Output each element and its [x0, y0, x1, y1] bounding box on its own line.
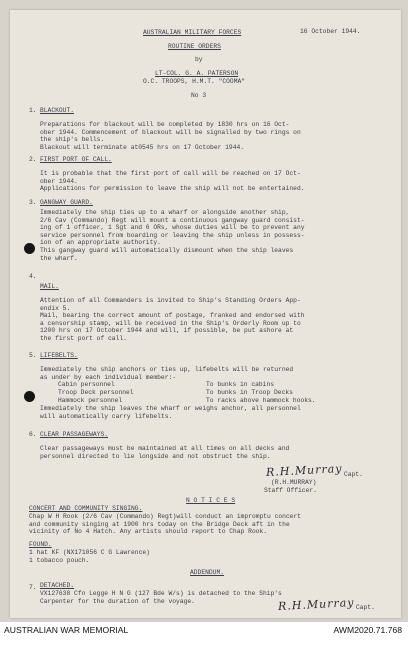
concert-body — [29, 513, 301, 536]
section-number: 3. — [29, 199, 37, 206]
document-date: 16 October 1944. — [300, 28, 361, 35]
body-line: Preparations for blackout will be completed by 1830 hrs on 16 Oct- — [40, 121, 290, 128]
body-line: ing of 1 officer, 1 Sgt and 6 ORs, whose duties will be to prevent any — [40, 224, 305, 232]
body-line: a censorship stamp, will be received in the Ship's Orderly Room up to — [40, 319, 301, 327]
body-line: Immediately the ship anchors or ties up, lifebelts will be returned — [40, 366, 294, 373]
addendum-heading: ADDENDUM. — [190, 569, 225, 576]
signatory-title: Staff Officer. — [264, 487, 317, 494]
body-line: service personnel from boarding or leaving the ship unless in possess- — [40, 231, 305, 239]
signature: R.H.Murray — [265, 462, 343, 479]
document-page — [10, 10, 401, 618]
section-heading: GANGWAY GUARD. — [40, 199, 93, 206]
table-cell: Hammock personnel — [58, 397, 123, 404]
body-line: will automatically carry lifebelts. — [40, 412, 173, 420]
section-body — [40, 405, 301, 420]
section-body — [40, 170, 305, 193]
institution-label: AUSTRALIAN WAR MEMORIAL — [4, 625, 129, 635]
detached-heading: DETACHED. — [40, 582, 75, 589]
archive-footer — [0, 622, 408, 653]
body-line: and community singing at 1900 hrs today on the Bridge Deck aft in the — [29, 520, 290, 528]
section-body — [40, 209, 305, 262]
body-line: Immediately the ship ties up to a wharf or alongside another ship, — [40, 209, 290, 216]
body-line: Carpenter for the duration of the voyage. — [40, 597, 195, 605]
table-cell: Troop Deck personnel — [58, 389, 134, 396]
punch-hole — [24, 391, 35, 402]
concert-heading: CONCERT AND COMMUNITY SINGING. — [29, 505, 143, 512]
author-name: LT-COL. G. A. PATERSON — [155, 70, 239, 77]
body-line: 1 tobacco pouch. — [29, 556, 90, 564]
table-cell: To racks above hammock hooks. — [206, 397, 316, 404]
punch-hole — [24, 243, 35, 254]
body-line: Immediately the ship leaves the wharf or weighs anchor, all personnel — [40, 405, 301, 412]
body-line: the ship's bells. — [40, 136, 105, 144]
body-line: VX127638 Cfn Legge H N G (127 Bde W/s) is detached to the Ship's — [40, 590, 282, 597]
body-line: ober 1944. Commencement of blackout will be signalled by two rings on — [40, 128, 301, 136]
section-body — [40, 366, 293, 381]
accession-number: AWM2020.71.768 — [333, 625, 402, 635]
body-line: Blackout will terminate at0545 hrs on 17 October 1944. — [40, 143, 245, 151]
body-line: It is probable that the first port of call will be reached on 17 Oct- — [40, 170, 301, 177]
body-line: vicinity of No 4 Hatch. Any artists should report to Chap Rook. — [29, 528, 268, 536]
signature-rank: Capt. — [344, 471, 363, 478]
body-line: personnel directed to lie longside and not obstruct the ship. — [40, 452, 271, 460]
section-number: 7. — [29, 584, 37, 591]
section-heading: BLACKOUT. — [40, 107, 75, 114]
body-line: the first port of call. — [40, 334, 127, 342]
section-number: 6. — [29, 431, 37, 438]
body-line: 1 hat KF (NX171056 C G Lawrence) — [29, 549, 150, 556]
order-number: No 3 — [191, 92, 207, 99]
notices-heading: N O T I C E S — [186, 497, 236, 504]
author-role: O.C. TROOPS, H.M.T. "COOMA" — [143, 78, 246, 85]
body-line: ion of an appropriate authority. — [40, 239, 161, 247]
body-line: the wharf. — [40, 254, 78, 262]
table-cell: To bunks in Troop Decks — [206, 389, 293, 396]
body-line: as under by each individual member:- — [40, 373, 177, 381]
body-line: Applications for permission to leave the ship will not be entertained. — [40, 185, 305, 193]
body-line: Mail, bearing the correct amount of postage, franked and endorsed with — [40, 312, 305, 320]
force-title: AUSTRALIAN MILITARY FORCES — [143, 29, 242, 36]
section-body — [40, 121, 301, 151]
section-number: 5. — [29, 352, 37, 359]
section-body — [40, 297, 305, 343]
section-heading: LIFEBELTS. — [40, 352, 78, 359]
section-number: 4. — [29, 273, 37, 280]
section-number: 1. — [29, 107, 37, 114]
document-title: ROUTINE ORDERS — [168, 43, 221, 50]
table-cell: Cabin personnel — [58, 381, 115, 388]
section-number: 2. — [29, 156, 37, 163]
signature: R.H.Murray — [277, 596, 355, 613]
section-heading: MAIL. — [40, 283, 59, 290]
signature-rank: Capt. — [356, 604, 375, 611]
body-line: Chap W H Rook (2/6 Cav (Commando) Regt)will conduct an impromptu concert — [29, 513, 302, 520]
by-line: by — [195, 56, 203, 63]
body-line: ober 1944. — [40, 177, 78, 185]
signatory-name: (R.H.MURRAY) — [271, 479, 317, 486]
body-line: This gangway guard will automatically dismount when the ship leaves — [40, 246, 294, 254]
addendum-body — [40, 590, 282, 605]
section-heading: FIRST PORT OF CALL. — [40, 156, 112, 163]
body-line: Clear passageways must be maintained at all times on all decks and — [40, 445, 290, 452]
body-line: 1200 hrs on 17 October 1944 and will, if possible, be put ashore at — [40, 327, 294, 335]
found-heading: FOUND. — [29, 541, 52, 548]
section-body — [40, 445, 289, 460]
body-line: Attention of all Commanders is invited to Ship's Standing Orders App- — [40, 297, 301, 304]
body-line: 2/6 Cav (Commando) Regt will mount a continuous gangway guard consist- — [40, 216, 305, 224]
section-heading: CLEAR PASSAGEWAYS. — [40, 431, 109, 438]
table-cell: To bunks in cabins — [206, 381, 275, 388]
body-line: endix 5. — [40, 304, 71, 312]
found-body — [29, 549, 150, 564]
